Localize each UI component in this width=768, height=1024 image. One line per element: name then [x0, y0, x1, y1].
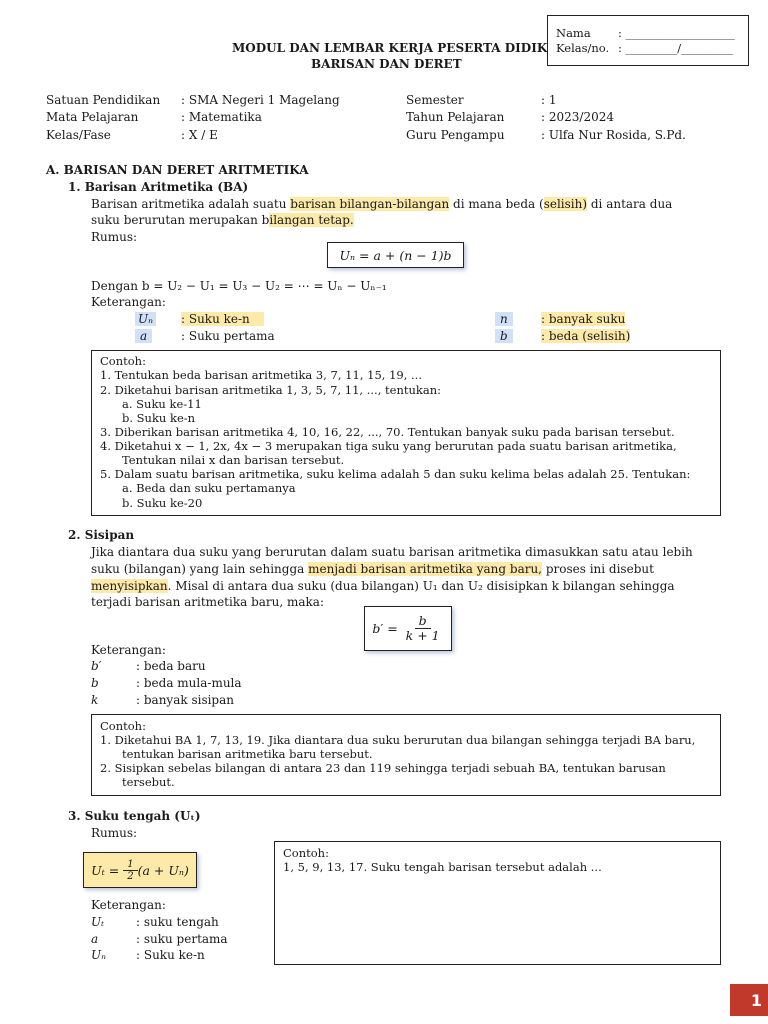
list-item: 2. Diketahui barisan aritmetika 1, 3, 5, 7, 11, ..., tentukan:: [100, 383, 441, 397]
list-item: 5. Dalam suatu barisan aritmetika, suku kelima adalah 5 dan suku kelima belas adalah 25. Tentukan:: [100, 467, 691, 481]
contoh-title: Contoh:: [100, 719, 146, 733]
contoh-title: Contoh:: [100, 354, 146, 368]
kelas-field[interactable]: : _________/_________: [618, 41, 733, 55]
page-number: 1: [730, 984, 768, 1016]
desc-ut: : suku tengah: [136, 915, 219, 929]
s2-line2: suku (bilangan) yang lain sehingga menjadi barisan aritmetika yang baru, proses ini disebut: [91, 562, 654, 576]
s1-heading: 1. Barisan Aritmetika (BA): [68, 180, 249, 194]
symbol-b: b: [91, 676, 99, 690]
info-value: : Matematika: [181, 110, 262, 124]
list-item: tersebut.: [122, 775, 175, 789]
list-item: b. Suku ke-20: [122, 496, 203, 510]
symbol-a: a: [135, 329, 152, 343]
desc-b-prime: : beda baru: [136, 659, 206, 673]
formula-suku-tengah: Uₜ = $\frac{1}{2}$ (a + Uₙ): [83, 852, 197, 888]
info-value: : 1: [541, 93, 557, 107]
list-item: b. Suku ke-n: [122, 411, 196, 425]
info-value: : SMA Negeri 1 Magelang: [181, 93, 340, 107]
s3-keterangan: Keterangan:: [91, 898, 166, 912]
info-label: Guru Pengampu: [406, 128, 505, 142]
s3-rumus: Rumus:: [91, 826, 138, 840]
formula-un: Uₙ = a + (n − 1)b: [327, 242, 464, 268]
list-item: 1. Diketahui BA 1, 7, 13, 19. Jika diantara dua suku berurutan dua bilangan sehingga terjadi BA baru,: [100, 733, 696, 747]
info-value: : X / E: [181, 128, 218, 142]
list-item: 3. Diberikan barisan aritmetika 4, 10, 16, 22, ..., 70. Tentukan banyak suku pada barisan tersebut.: [100, 425, 675, 439]
symbol-n: n: [495, 312, 513, 326]
s2-keterangan: Keterangan:: [91, 643, 166, 657]
list-item: 1, 5, 9, 13, 17. Suku tengah barisan tersebut adalah ...: [283, 860, 602, 874]
desc-n: : banyak suku: [541, 312, 626, 326]
list-item: a. Beda dan suku pertamanya: [122, 481, 296, 495]
s2-line1: Jika diantara dua suku yang berurutan dalam suatu barisan aritmetika dimasukkan satu atau lebih: [91, 545, 693, 559]
nama-field[interactable]: : ___________________: [618, 26, 735, 40]
s1-dengan: Dengan b = U₂ − U₁ = U₃ − U₂ = ⋯ = Uₙ − Uₙ₋₁: [91, 279, 387, 293]
s2-line3: menyisipkan. Misal di antara dua suku (dua bilangan) U₁ dan U₂ disisipkan k bilangan sehingga: [91, 579, 675, 593]
desc-b: : beda (selisih): [541, 329, 631, 343]
info-value: : 2023/2024: [541, 110, 614, 124]
nama-label: Nama: [556, 26, 591, 40]
symbol-k: k: [91, 693, 99, 707]
symbol-ut: Uₜ: [91, 915, 105, 929]
list-item: 2. Sisipkan sebelas bilangan di antara 23 dan 119 sehingga terjadi sebuah BA, tentukan barusan: [100, 761, 666, 775]
symbol-b-prime: b′: [91, 659, 102, 673]
desc-un: : Suku ke-n: [136, 948, 205, 962]
desc-k: : banyak sisipan: [136, 693, 234, 707]
contoh-title: Contoh:: [283, 846, 329, 860]
list-item: a. Suku ke-11: [122, 397, 202, 411]
s1-rumus: Rumus:: [91, 230, 138, 244]
s1-paragraph-line1: Barisan aritmetika adalah suatu barisan bilangan-bilangan di mana beda (selisih) di antara dua: [91, 197, 673, 211]
list-item: tentukan barisan aritmetika baru tersebut.: [122, 747, 373, 761]
kelas-label: Kelas/no.: [556, 41, 610, 55]
s3-heading: 3. Suku tengah (Uₜ): [68, 809, 201, 823]
list-item: 4. Diketahui x − 1, 2x, 4x − 3 merupakan tiga suku yang berurutan pada suatu barisan aritmetika,: [100, 439, 677, 453]
desc-b: : beda mula-mula: [136, 676, 242, 690]
section-a-heading: A. BARISAN DAN DERET ARITMETIKA: [46, 163, 309, 177]
info-label: Kelas/Fase: [46, 128, 111, 142]
symbol-a: a: [91, 932, 99, 946]
symbol-un: Uₙ: [135, 312, 156, 326]
desc-a: : suku pertama: [136, 932, 228, 946]
list-item: Tentukan nilai x dan barisan tersebut.: [122, 453, 345, 467]
desc-un: : Suku ke-n: [181, 312, 264, 326]
symbol-b: b: [495, 329, 513, 343]
list-item: 1. Tentukan beda barisan aritmetika 3, 7, 11, 15, 19, ...: [100, 368, 422, 382]
symbol-un: Uₙ: [91, 948, 106, 962]
info-label: Tahun Pelajaran: [406, 110, 505, 124]
doc-subtitle: BARISAN DAN DERET: [311, 57, 462, 71]
s1-keterangan: Keterangan:: [91, 295, 166, 309]
formula-sisipan: b′ = $\frac{b}{k + 1}$: [364, 606, 452, 651]
info-label: Semester: [406, 93, 464, 107]
desc-a: : Suku pertama: [181, 329, 275, 343]
info-value: : Ulfa Nur Rosida, S.Pd.: [541, 128, 686, 142]
doc-title: MODUL DAN LEMBAR KERJA PESERTA DIDIK: [232, 41, 548, 55]
s2-line4: terjadi barisan aritmetika baru, maka:: [91, 595, 324, 609]
info-label: Mata Pelajaran: [46, 110, 139, 124]
s2-heading: 2. Sisipan: [68, 528, 135, 542]
info-label: Satuan Pendidikan: [46, 93, 161, 107]
s1-paragraph-line2: suku berurutan merupakan bilangan tetap.: [91, 213, 354, 227]
